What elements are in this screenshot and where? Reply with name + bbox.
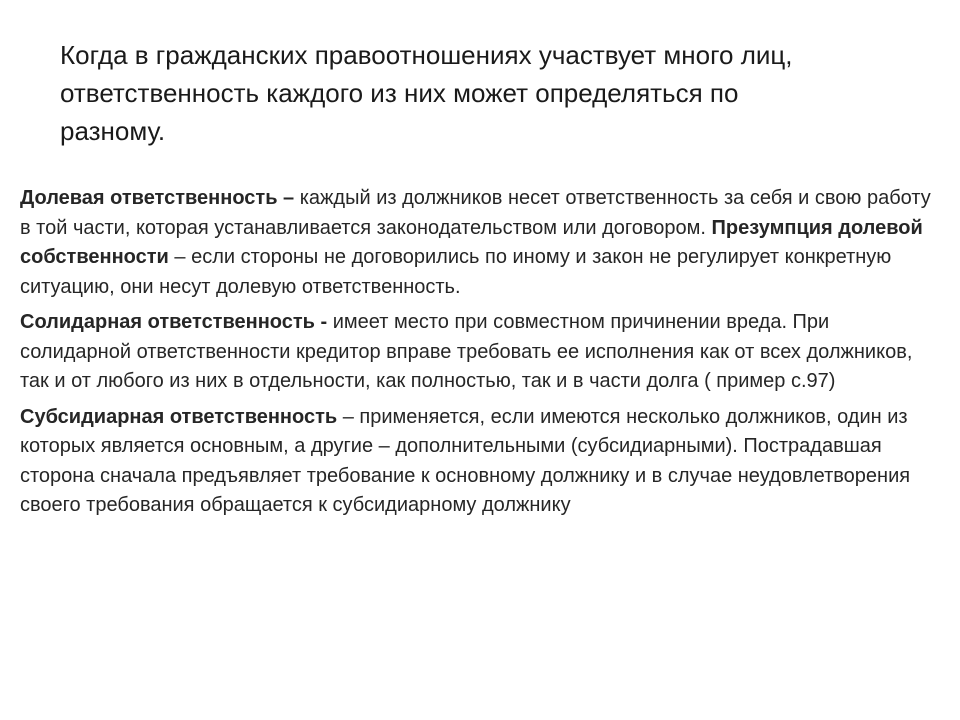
paragraph-shared-liability (20, 184, 940, 302)
definition-text: каждый из должников несет ответственность за себя и свою работу в той части, которая устанавливается законодательством или договором. (20, 187, 931, 239)
title-line: ответственность каждого из них может определяться по (60, 78, 739, 108)
definition-text: имеет место при совместном причинении вреда. При солидарной ответственности кредитор вправе требовать ее исполнения как от всех должников, так и от любого из них в отдельности, как полностью, так и в части долга ( пример с.97) (20, 311, 913, 392)
term-subsidiary-liability: Субсидиарная ответственность (20, 405, 338, 428)
definition-text: – если стороны не договорились по иному и закон не регулирует конкретную ситуацию, они несут долевую ответственность. (20, 246, 892, 298)
title-line: разному. (60, 116, 166, 146)
slide-title (60, 36, 920, 150)
slide-body (20, 184, 940, 521)
term-joint-liability: Солидарная ответственность - (20, 311, 328, 333)
paragraph-joint-liability (20, 308, 940, 397)
term-presumption: Презумпция долевой собственности (20, 216, 923, 268)
definition-text: – применяется, если имеются несколько должников, один из которых является основным, а другие – дополнительными (субсидиарными). Пострадавшая сторона сначала предъявляет требование к основному должнику и в случае неудовлетворения своего требования обращается к субсидиарному должнику (20, 405, 911, 516)
title-line: Когда в гражданских правоотношениях участвует много лиц, (60, 40, 793, 70)
paragraph-subsidiary-liability (20, 403, 940, 521)
term-shared-liability: Долевая ответственность – (20, 187, 295, 209)
